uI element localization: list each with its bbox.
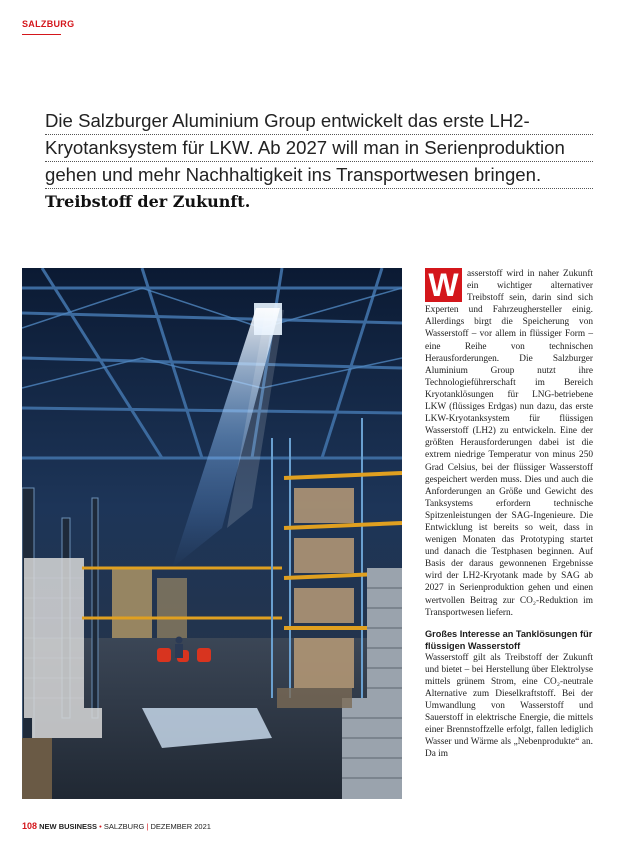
section-rule — [22, 34, 61, 35]
intro-line-1: Die Salzburger Aluminium Group entwickelt das erste LH2- — [45, 108, 593, 135]
publication-name: NEW BUSINESS — [39, 822, 98, 831]
page-footer — [22, 821, 211, 831]
footer-region: SALZBURG — [103, 822, 145, 831]
article-headline: Treibstoff der Zukunft. — [45, 192, 251, 211]
intro-block — [45, 108, 593, 215]
dropcap: W — [425, 268, 462, 302]
issue-date: DEZEMBER 2021 — [150, 822, 211, 831]
footer-bullet: • — [99, 822, 102, 831]
article-paragraph-1: asserstoff wird in naher Zukunft ein wichtiger alternativer Treibstoff sein, darin sind sich Experten und Fahrzeughersteller einig. Allerdings birgt die Speicherung von Wasserstoff – vor allem in flüssiger Form – eine Reihe von technischen Herausforderungen. Die Salzburger Aluminium Group nutzt ihre Technologieführerschaft im Bereich Kryotanklösungen für LNG-betriebene LKW (flüssiges Erdgas) nun dazu, das erste LKW-Kryotanksystem für flüssigen Wasserstoff (LH2) zu entwickeln. Eine der größten Herausforderungen dabei ist die extrem niedrige Temperatur von minus 250 Grad Celsius, bei der flüssiger Wasserstoff gespeichert werden muss. Dies und auch die Anforderungen an Größe und Gewicht des Tanksystems erfordern technische Spitzenleistungen der SAG-Ingenieure. Die Entwicklung ist bereits so weit, dass in wenigen Monaten das Prototyping startet und danach die Testphasen beginnen. Auf Basis der daraus gewonnenen Ergebnisse wird der LH2-Kryotank made by SAG ab 2027 in Serienproduktion gehen und einen wertvollen Beitrag zur CO₂-Reduktion im Transportwesen liefern. — [425, 269, 593, 618]
article-body — [425, 268, 593, 761]
article-paragraph-2: Wasserstoff gilt als Treibstoff der Zukunft und bietet – bei Herstellung über Elektrolyse mittels grünem Strom, eine CO₂-neutrale Alternative zum Dieselkraftstoff. Bei der Umwandlung von Wasserstoff und Sauerstoff in elektrische Energie, die mittels einer Brennstoffzelle erfolgt, fallen lediglich Wasser und Wärme als „Nebenprodukte“ an. Da im — [425, 652, 593, 760]
intro-line-3: gehen und mehr Nachhaltigkeit ins Transportwesen bringen. — [45, 162, 593, 189]
intro-line-2: Kryotanksystem für LKW. Ab 2027 will man in Serienproduktion — [45, 135, 593, 162]
footer-divider: | — [146, 822, 149, 831]
page-number: 108 — [22, 821, 38, 831]
section-label: SALZBURG — [22, 19, 75, 29]
warehouse-photo — [22, 268, 402, 799]
article-subheading: Großes Interesse an Tanklösungen für flüssigen Wasserstoff — [425, 628, 593, 651]
